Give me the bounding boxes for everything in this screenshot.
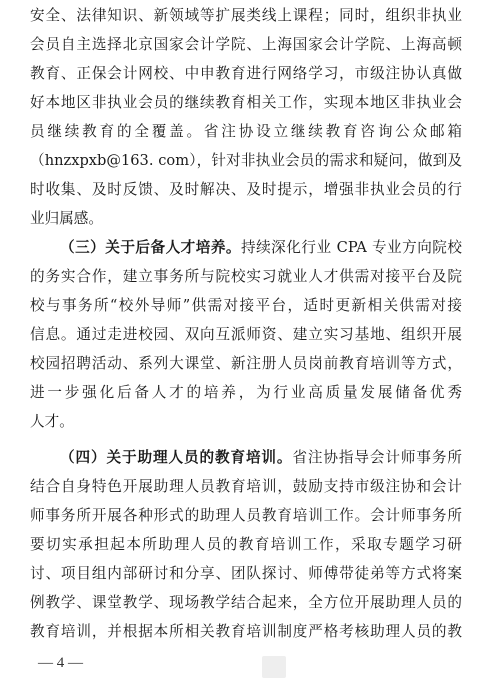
paragraph-1-line-6: （hnzxpxb@163. com），针对非执业会员的需求和疑问，做到及: [30, 152, 462, 169]
paragraph-2-line-2: 的务实合作，建立事务所与院校实习就业人才供需对接平台及院: [30, 268, 462, 285]
paragraph-3-line-7: 教育培训，并根据本所相关教育培训制度严格考核助理人员的教: [30, 623, 462, 640]
paragraph-1-line-5: 员继续教育的全覆盖。省注协设立继续教育咨询公众邮箱: [30, 123, 462, 140]
paragraph-3-line-5: 讨、项目组内部研讨和分享、团队探讨、师傅带徒弟等方式将案: [30, 565, 462, 582]
paragraph-3-line-3: 师事务所开展各种形式的助理人员教育培训工作。会计师事务所: [30, 507, 462, 524]
paragraph-3-first-line: [60, 446, 462, 470]
footer-scan-mark: [262, 656, 286, 678]
paragraph-2-line-6: 进一步强化后备人才的培养，为行业高质量发展储备优秀: [30, 384, 462, 401]
paragraph-2-line-5: 校园招聘活动、系列大课堂、新注册人员岗前教育培训等方式，: [30, 355, 462, 372]
paragraph-1-line-3: 教育、正保会计网校、中申教育进行网络学习，市级注协认真做: [30, 65, 462, 82]
paragraph-2-line-4: 信息。通过走进校园、双向互派师资、建立实习基地、组织开展: [30, 326, 462, 343]
paragraph-1-line-4: 好本地区非执业会员的继续教育相关工作，实现本地区非执业会: [30, 94, 462, 111]
paragraph-2-line-3: 校与事务所“校外导师”供需对接平台，适时更新相关供需对接: [30, 297, 462, 314]
paragraph-2-line-7: 人才。: [30, 413, 74, 430]
page-number: — 4 —: [38, 655, 83, 671]
paragraph-3-line-6: 例教学、课堂教学、现场教学结合起来，全方位开展助理人员的: [30, 594, 462, 611]
paragraph-2-first-line: [60, 236, 462, 260]
section-4-heading: （四）关于助理人员的教育培训。: [60, 449, 293, 466]
paragraph-1-line-7: 时收集、及时反馈、及时解决、及时提示，增强非执业会员的行: [30, 181, 462, 198]
paragraph-1-line-8: 业归属感。: [30, 210, 103, 227]
paragraph-2-first-line-text: 持续深化行业 CPA 专业方向院校: [241, 239, 462, 256]
paragraph-3-line-2: 结合自身特色开展助理人员教育培训，鼓励支持市级注协和会计: [30, 478, 462, 495]
paragraph-3-line-4: 要切实承担起本所助理人员的教育培训工作，采取专题学习研: [30, 536, 462, 553]
paragraph-1-line-1: 安全、法律知识、新领域等扩展类线上课程；同时，组织非执业: [30, 7, 462, 24]
paragraph-1-line-2: 会员自主选择北京国家会计学院、上海国家会计学院、上海高顿: [30, 36, 462, 53]
section-3-heading: （三）关于后备人才培养。: [60, 239, 242, 256]
paragraph-3-first-line-text: 省注协指导会计师事务所: [292, 449, 462, 466]
